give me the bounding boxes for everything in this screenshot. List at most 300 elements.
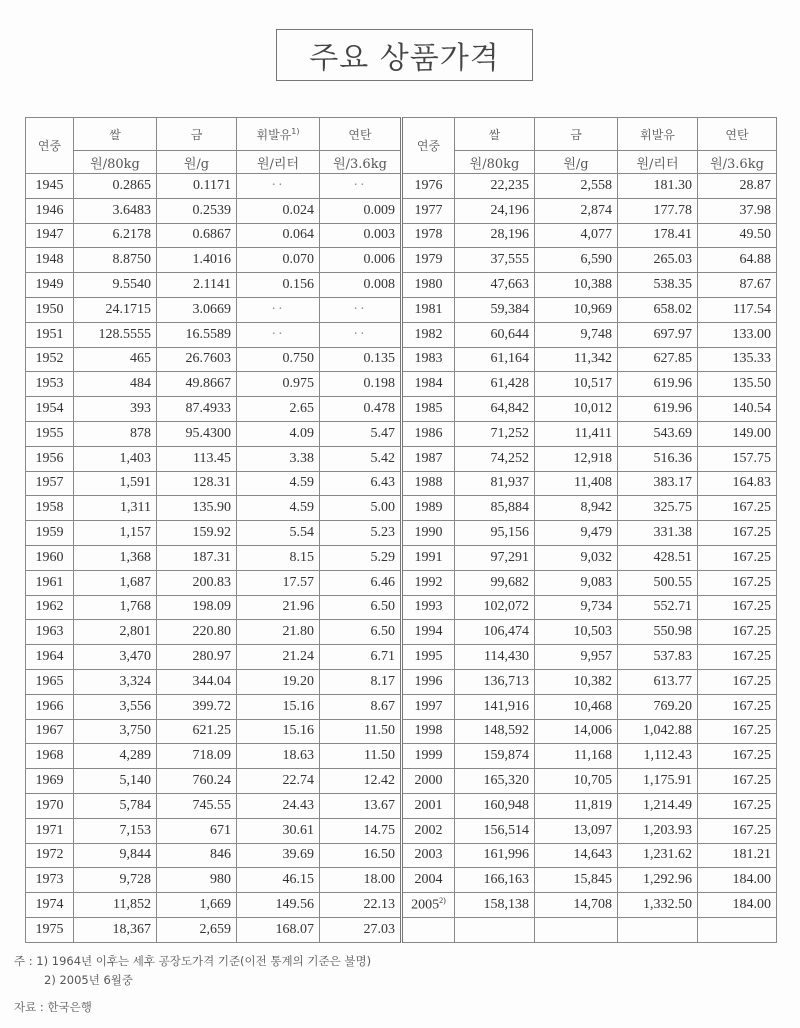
year-cell: 1989: [402, 496, 455, 521]
rice-price-cell: 59,384: [455, 297, 535, 322]
briquette-price-cell: 167.25: [698, 694, 777, 719]
gasoline-price-cell: 178.41: [618, 223, 698, 248]
table-row: [26, 421, 777, 446]
briquette-price-cell: 167.25: [698, 496, 777, 521]
gasoline-price-cell: 4.59: [237, 496, 320, 521]
gold-price-cell: 10,969: [535, 297, 618, 322]
gasoline-price-cell: 181.30: [618, 174, 698, 199]
briquette-price-cell: 167.25: [698, 669, 777, 694]
briquette-price-cell: 167.25: [698, 645, 777, 670]
rice-price-cell: 159,874: [455, 744, 535, 769]
rice-price-cell: 878: [74, 421, 157, 446]
rice-price-cell: 5,784: [74, 793, 157, 818]
gasoline-price-cell: 8.15: [237, 545, 320, 570]
briquette-price-cell: 135.50: [698, 372, 777, 397]
gold-price-cell: 2,659: [157, 917, 237, 942]
briquette-price-cell: ··: [320, 297, 402, 322]
gasoline-price-cell: 428.51: [618, 545, 698, 570]
gold-price-cell: 2,874: [535, 198, 618, 223]
gasoline-price-cell: 2.65: [237, 397, 320, 422]
year-cell: 1997: [402, 694, 455, 719]
rice-price-cell: 9,844: [74, 843, 157, 868]
rice-price-cell: 158,138: [455, 893, 535, 918]
briquette-unit-left: 원/3.6kg: [320, 151, 402, 174]
gasoline-price-cell: 552.71: [618, 595, 698, 620]
year-cell: 1975: [26, 917, 74, 942]
briquette-price-cell: 64.88: [698, 248, 777, 273]
year-cell: 1964: [26, 645, 74, 670]
commodity-price-table: [25, 117, 777, 943]
year-cell: 1982: [402, 322, 455, 347]
rice-price-cell: 484: [74, 372, 157, 397]
rice-price-cell: 128.5555: [74, 322, 157, 347]
briquette-price-cell: 0.009: [320, 198, 402, 223]
year-header-left: 연중: [26, 118, 74, 174]
gasoline-price-cell: 0.070: [237, 248, 320, 273]
rice-price-cell: 465: [74, 347, 157, 372]
gold-price-cell: 0.6867: [157, 223, 237, 248]
rice-price-cell: 393: [74, 397, 157, 422]
gold-price-cell: 9,734: [535, 595, 618, 620]
year-cell: 1969: [26, 769, 74, 794]
briquette-price-cell: ··: [320, 322, 402, 347]
year-cell: 1993: [402, 595, 455, 620]
gasoline-price-cell: 4.09: [237, 421, 320, 446]
header-row-units: [26, 151, 777, 174]
year-cell: 1953: [26, 372, 74, 397]
briquette-price-cell: 117.54: [698, 297, 777, 322]
footnotes: [14, 952, 371, 1017]
briquette-price-cell: 167.25: [698, 521, 777, 546]
briquette-price-cell: 135.33: [698, 347, 777, 372]
gold-price-cell: 8,942: [535, 496, 618, 521]
gold-price-cell: 10,503: [535, 620, 618, 645]
briquette-price-cell: 5.00: [320, 496, 402, 521]
briquette-price-cell: 49.50: [698, 223, 777, 248]
rice-price-cell: 5,140: [74, 769, 157, 794]
rice-price-cell: 3,750: [74, 719, 157, 744]
gold-price-cell: 1.4016: [157, 248, 237, 273]
rice-price-cell: 22,235: [455, 174, 535, 199]
gasoline-price-cell: ··: [237, 297, 320, 322]
rice-price-cell: 1,687: [74, 570, 157, 595]
briquette-price-cell: 167.25: [698, 570, 777, 595]
year-cell: 1985: [402, 397, 455, 422]
table-row: [26, 595, 777, 620]
table-row: [26, 868, 777, 893]
rice-price-cell: 9.5540: [74, 273, 157, 298]
briquette-price-cell: 87.67: [698, 273, 777, 298]
gold-price-cell: 13,097: [535, 818, 618, 843]
briquette-price-cell: 149.00: [698, 421, 777, 446]
year-cell: 1952: [26, 347, 74, 372]
year-cell: 1990: [402, 521, 455, 546]
gasoline-price-cell: 550.98: [618, 620, 698, 645]
rice-price-cell: 60,644: [455, 322, 535, 347]
rice-price-cell: 1,591: [74, 471, 157, 496]
briquette-price-cell: 0.006: [320, 248, 402, 273]
gasoline-price-cell: 0.156: [237, 273, 320, 298]
year-cell: 2004: [402, 868, 455, 893]
gasoline-price-cell: 149.56: [237, 893, 320, 918]
table-row: [26, 521, 777, 546]
rice-price-cell: 8.8750: [74, 248, 157, 273]
rice-price-cell: 114,430: [455, 645, 535, 670]
gasoline-price-cell: 1,112.43: [618, 744, 698, 769]
gasoline-price-cell: 1,042.88: [618, 719, 698, 744]
gold-header-right: 금: [535, 118, 618, 151]
year-cell: 1971: [26, 818, 74, 843]
gasoline-price-cell: 1,292.96: [618, 868, 698, 893]
table-row: [26, 198, 777, 223]
gold-price-cell: 9,083: [535, 570, 618, 595]
header-row-names: [26, 118, 777, 151]
table-row: [26, 769, 777, 794]
table-row: [26, 719, 777, 744]
rice-price-cell: 85,884: [455, 496, 535, 521]
briquette-price-cell: 5.29: [320, 545, 402, 570]
rice-price-cell: 160,948: [455, 793, 535, 818]
year-cell: 2005$^{2)}$: [402, 893, 455, 918]
table-row: [26, 669, 777, 694]
year-cell: 1946: [26, 198, 74, 223]
briquette-price-cell: 167.25: [698, 545, 777, 570]
rice-price-cell: 95,156: [455, 521, 535, 546]
gold-price-cell: 10,705: [535, 769, 618, 794]
year-cell: 1965: [26, 669, 74, 694]
gasoline-price-cell: 658.02: [618, 297, 698, 322]
rice-price-cell: 64,842: [455, 397, 535, 422]
rice-price-cell: 3.6483: [74, 198, 157, 223]
gasoline-price-cell: 769.20: [618, 694, 698, 719]
briquette-price-cell: 18.00: [320, 868, 402, 893]
briquette-price-cell: 11.50: [320, 744, 402, 769]
rice-price-cell: 102,072: [455, 595, 535, 620]
gasoline-price-cell: 1,332.50: [618, 893, 698, 918]
briquette-price-cell: 133.00: [698, 322, 777, 347]
table-row: [26, 248, 777, 273]
rice-price-cell: 2,801: [74, 620, 157, 645]
gold-price-cell: 6,590: [535, 248, 618, 273]
rice-price-cell: 11,852: [74, 893, 157, 918]
gold-price-cell: 49.8667: [157, 372, 237, 397]
gasoline-price-cell: 21.96: [237, 595, 320, 620]
year-cell: 2003: [402, 843, 455, 868]
gold-price-cell: 344.04: [157, 669, 237, 694]
briquette-price-cell: 6.46: [320, 570, 402, 595]
gasoline-price-cell: ··: [237, 174, 320, 199]
table-row: [26, 570, 777, 595]
gold-price-cell: 26.7603: [157, 347, 237, 372]
briquette-price-cell: 12.42: [320, 769, 402, 794]
gasoline-price-cell: 46.15: [237, 868, 320, 893]
year-cell: 1948: [26, 248, 74, 273]
gold-price-cell: 846: [157, 843, 237, 868]
gasoline-price-cell: [618, 917, 698, 942]
briquette-price-cell: 167.25: [698, 595, 777, 620]
briquette-price-cell: 140.54: [698, 397, 777, 422]
briquette-price-cell: 164.83: [698, 471, 777, 496]
table-row: [26, 372, 777, 397]
gasoline-price-cell: 3.38: [237, 446, 320, 471]
rice-price-cell: 148,592: [455, 719, 535, 744]
rice-price-cell: 1,157: [74, 521, 157, 546]
gasoline-price-cell: 15.16: [237, 694, 320, 719]
gasoline-price-cell: 537.83: [618, 645, 698, 670]
gold-price-cell: 128.31: [157, 471, 237, 496]
year-cell: 1980: [402, 273, 455, 298]
table-row: [26, 471, 777, 496]
rice-unit-right: 원/80kg: [455, 151, 535, 174]
gasoline-price-cell: 30.61: [237, 818, 320, 843]
gold-price-cell: 10,382: [535, 669, 618, 694]
gasoline-price-cell: 543.69: [618, 421, 698, 446]
rice-price-cell: 4,289: [74, 744, 157, 769]
year-cell: 1977: [402, 198, 455, 223]
year-cell: 1970: [26, 793, 74, 818]
gold-price-cell: 15,845: [535, 868, 618, 893]
gasoline-price-cell: 619.96: [618, 397, 698, 422]
gasoline-price-cell: 619.96: [618, 372, 698, 397]
gasoline-price-cell: 0.064: [237, 223, 320, 248]
briquette-price-cell: 0.008: [320, 273, 402, 298]
year-cell: 1996: [402, 669, 455, 694]
rice-price-cell: 1,768: [74, 595, 157, 620]
year-cell: 1995: [402, 645, 455, 670]
gasoline-price-cell: 17.57: [237, 570, 320, 595]
year-cell: 1976: [402, 174, 455, 199]
briquette-price-cell: 167.25: [698, 793, 777, 818]
year-cell: 1949: [26, 273, 74, 298]
year-header-right: 연중: [402, 118, 455, 174]
table-row: [26, 496, 777, 521]
year-cell: 2000: [402, 769, 455, 794]
year-cell: 1987: [402, 446, 455, 471]
rice-price-cell: 9,728: [74, 868, 157, 893]
year-cell: 1992: [402, 570, 455, 595]
briquette-price-cell: 0.003: [320, 223, 402, 248]
gold-price-cell: 280.97: [157, 645, 237, 670]
gasoline-price-cell: 18.63: [237, 744, 320, 769]
year-cell: 1959: [26, 521, 74, 546]
gold-price-cell: 11,168: [535, 744, 618, 769]
gold-price-cell: 14,708: [535, 893, 618, 918]
gasoline-price-cell: 516.36: [618, 446, 698, 471]
gasoline-header-left: 휘발유$^{1)}$: [237, 118, 320, 151]
year-cell: 1954: [26, 397, 74, 422]
gasoline-unit-left: 원/리터: [237, 151, 320, 174]
table-row: [26, 174, 777, 199]
year-cell: 1966: [26, 694, 74, 719]
rice-price-cell: 3,556: [74, 694, 157, 719]
gold-price-cell: 87.4933: [157, 397, 237, 422]
gold-price-cell: 745.55: [157, 793, 237, 818]
briquette-price-cell: 5.42: [320, 446, 402, 471]
rice-price-cell: 141,916: [455, 694, 535, 719]
table-row: [26, 223, 777, 248]
footnote-marker: 1): [291, 126, 300, 136]
gold-price-cell: 9,032: [535, 545, 618, 570]
briquette-price-cell: ··: [320, 174, 402, 199]
table-row: [26, 694, 777, 719]
briquette-price-cell: 6.50: [320, 595, 402, 620]
rice-price-cell: 165,320: [455, 769, 535, 794]
table-row: [26, 620, 777, 645]
rice-price-cell: 6.2178: [74, 223, 157, 248]
gasoline-price-cell: 383.17: [618, 471, 698, 496]
rice-price-cell: 37,555: [455, 248, 535, 273]
gold-price-cell: 0.1171: [157, 174, 237, 199]
gold-price-cell: 14,006: [535, 719, 618, 744]
table-row: [26, 744, 777, 769]
rice-price-cell: 166,163: [455, 868, 535, 893]
gold-price-cell: 4,077: [535, 223, 618, 248]
gasoline-price-cell: 500.55: [618, 570, 698, 595]
briquette-price-cell: 184.00: [698, 893, 777, 918]
year-cell: 1956: [26, 446, 74, 471]
table-row: [26, 322, 777, 347]
year-cell: 1988: [402, 471, 455, 496]
rice-header-left: 쌀: [74, 118, 157, 151]
gasoline-price-cell: 21.24: [237, 645, 320, 670]
gold-unit-right: 원/g: [535, 151, 618, 174]
gold-price-cell: 11,408: [535, 471, 618, 496]
gold-price-cell: 200.83: [157, 570, 237, 595]
gasoline-price-cell: 4.59: [237, 471, 320, 496]
gasoline-price-cell: 19.20: [237, 669, 320, 694]
briquette-price-cell: 167.25: [698, 620, 777, 645]
year-cell: 2002: [402, 818, 455, 843]
briquette-price-cell: 6.43: [320, 471, 402, 496]
briquette-price-cell: 167.25: [698, 744, 777, 769]
gold-unit-left: 원/g: [157, 151, 237, 174]
year-cell: 1979: [402, 248, 455, 273]
gold-price-cell: 12,918: [535, 446, 618, 471]
rice-price-cell: 61,164: [455, 347, 535, 372]
table-row: [26, 843, 777, 868]
rice-price-cell: 24.1715: [74, 297, 157, 322]
rice-header-right: 쌀: [455, 118, 535, 151]
gasoline-price-cell: 168.07: [237, 917, 320, 942]
briquette-price-cell: 5.23: [320, 521, 402, 546]
rice-price-cell: 71,252: [455, 421, 535, 446]
source-note: 자료 : 한국은행: [14, 1000, 92, 1014]
briquette-price-cell: 181.21: [698, 843, 777, 868]
table-row: [26, 273, 777, 298]
table-body: [26, 174, 777, 943]
briquette-price-cell: 167.25: [698, 818, 777, 843]
briquette-price-cell: 0.478: [320, 397, 402, 422]
year-cell: 1974: [26, 893, 74, 918]
gold-price-cell: 135.90: [157, 496, 237, 521]
rice-price-cell: 18,367: [74, 917, 157, 942]
rice-price-cell: 161,996: [455, 843, 535, 868]
year-cell: 1950: [26, 297, 74, 322]
gold-price-cell: 16.5589: [157, 322, 237, 347]
gasoline-price-cell: 1,214.49: [618, 793, 698, 818]
briquette-price-cell: 167.25: [698, 769, 777, 794]
year-cell: 1945: [26, 174, 74, 199]
gold-price-cell: 10,468: [535, 694, 618, 719]
rice-price-cell: 47,663: [455, 273, 535, 298]
year-cell: 1994: [402, 620, 455, 645]
rice-price-cell: 1,403: [74, 446, 157, 471]
gold-price-cell: 718.09: [157, 744, 237, 769]
year-cell: 1972: [26, 843, 74, 868]
gold-price-cell: 9,748: [535, 322, 618, 347]
gold-price-cell: 9,479: [535, 521, 618, 546]
briquette-price-cell: 0.135: [320, 347, 402, 372]
rice-price-cell: 3,324: [74, 669, 157, 694]
gasoline-header-right: 휘발유: [618, 118, 698, 151]
briquette-price-cell: 8.67: [320, 694, 402, 719]
gold-price-cell: 671: [157, 818, 237, 843]
rice-price-cell: 106,474: [455, 620, 535, 645]
briquette-price-cell: 0.198: [320, 372, 402, 397]
briquette-price-cell: 167.25: [698, 719, 777, 744]
gasoline-price-cell: 0.024: [237, 198, 320, 223]
table-row: [26, 818, 777, 843]
table-row: [26, 645, 777, 670]
year-cell: 1958: [26, 496, 74, 521]
gold-price-cell: 0.2539: [157, 198, 237, 223]
year-cell: 1947: [26, 223, 74, 248]
briquette-price-cell: 6.50: [320, 620, 402, 645]
rice-price-cell: 24,196: [455, 198, 535, 223]
year-cell: [402, 917, 455, 942]
briquette-price-cell: 37.98: [698, 198, 777, 223]
gasoline-price-cell: 331.38: [618, 521, 698, 546]
gold-price-cell: 187.31: [157, 545, 237, 570]
gasoline-price-cell: 627.85: [618, 347, 698, 372]
gold-price-cell: 14,643: [535, 843, 618, 868]
footnote-1: 주 : 1) 1964년 이후는 세후 공장도가격 기준(이전 통계의 기준은 불명): [14, 954, 372, 968]
gasoline-price-cell: 0.750: [237, 347, 320, 372]
rice-price-cell: 156,514: [455, 818, 535, 843]
year-cell: 2001: [402, 793, 455, 818]
gasoline-price-cell: 1,175.91: [618, 769, 698, 794]
year-cell: 1986: [402, 421, 455, 446]
year-cell: 1960: [26, 545, 74, 570]
gold-price-cell: 9,957: [535, 645, 618, 670]
briquette-price-cell: 14.75: [320, 818, 402, 843]
footnote-2: 2) 2005년 6월중: [44, 973, 134, 987]
gasoline-price-cell: 265.03: [618, 248, 698, 273]
gold-price-cell: 1,669: [157, 893, 237, 918]
gold-price-cell: 10,388: [535, 273, 618, 298]
briquette-price-cell: 157.75: [698, 446, 777, 471]
gasoline-price-cell: 177.78: [618, 198, 698, 223]
gasoline-price-cell: 1,231.62: [618, 843, 698, 868]
year-cell: 1973: [26, 868, 74, 893]
year-cell: 1983: [402, 347, 455, 372]
table-row: [26, 793, 777, 818]
year-cell: 1999: [402, 744, 455, 769]
gold-price-cell: 2.1141: [157, 273, 237, 298]
year-cell: 1998: [402, 719, 455, 744]
briquette-unit-right: 원/3.6kg: [698, 151, 777, 174]
briquette-header-left: 연탄: [320, 118, 402, 151]
year-cell: 1978: [402, 223, 455, 248]
rice-price-cell: 99,682: [455, 570, 535, 595]
gold-price-cell: 980: [157, 868, 237, 893]
gold-price-cell: 760.24: [157, 769, 237, 794]
gasoline-price-cell: 325.75: [618, 496, 698, 521]
gold-price-cell: [535, 917, 618, 942]
gold-price-cell: 198.09: [157, 595, 237, 620]
rice-price-cell: 1,311: [74, 496, 157, 521]
gold-price-cell: 10,012: [535, 397, 618, 422]
